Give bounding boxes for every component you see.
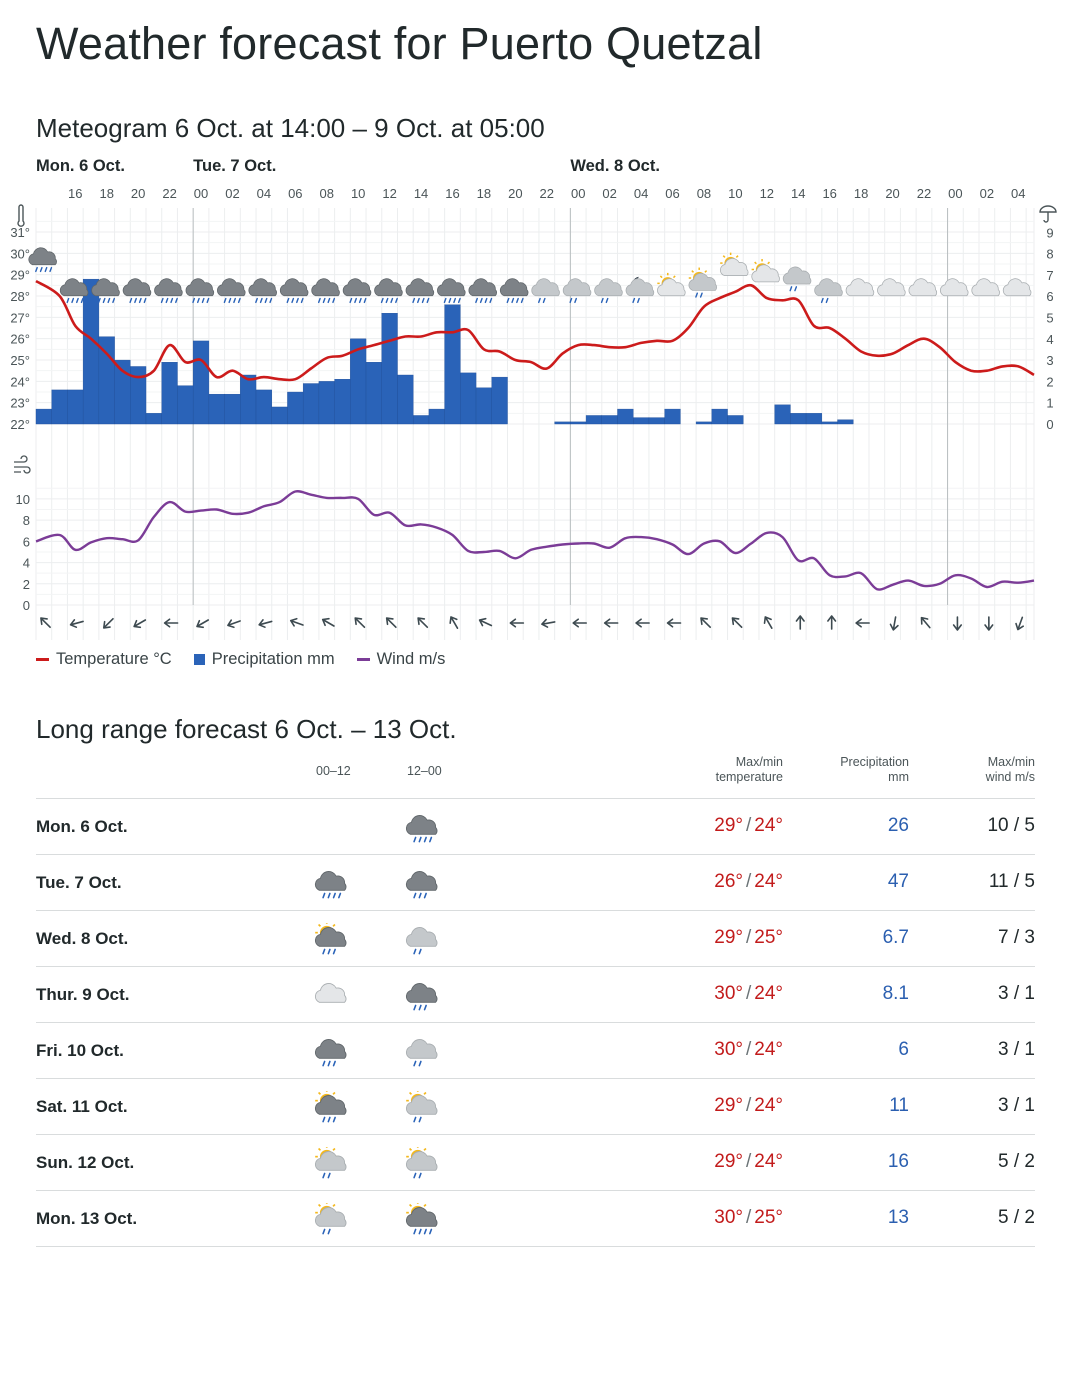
rain-heavy-icon [249,279,277,303]
row-precipitation: 11 [889,1095,909,1116]
precipitation-tick-label: 1 [1046,395,1054,411]
wind-arrow [954,617,962,630]
table-row [36,799,1035,855]
day-light-rain-icon [403,1091,443,1125]
header-temperature: Max/min temperature [715,755,783,784]
min-temperature: 24° [754,983,783,1004]
wind-arrow [478,617,493,629]
day-rain-icon [315,1091,346,1122]
wind-arrow [698,615,713,630]
header-period-1: 00–12 [316,764,351,778]
table-row [36,911,1035,967]
max-temperature: 29° [714,1151,743,1172]
header-precipitation: Precipitation mm [840,755,909,784]
temperature-separator: / [745,815,752,836]
precipitation-swatch [194,654,205,665]
row-precipitation: 47 [887,871,909,892]
row-precipitation: 6.7 [882,927,909,948]
min-temperature: 24° [754,1039,783,1060]
row-precipitation: 13 [887,1207,909,1228]
long-range-table [36,755,1035,1247]
rain-heavy-icon [123,279,151,303]
min-temperature: 24° [754,871,783,892]
rain-icon [403,979,443,1013]
temperature-tick-label: 27° [10,310,30,326]
temperature-separator: / [745,983,752,1004]
precipitation-bar [570,422,586,424]
precipitation-tick-label: 6 [1046,289,1054,305]
partly-cloudy-night-icon [909,279,937,296]
precipitation-bar [586,415,602,424]
wind-tick-label: 4 [22,555,30,571]
day-light-rain-icon [312,1147,352,1181]
min-temperature: 24° [754,1095,783,1116]
rain-heavy-icon [406,815,437,841]
min-temperature: 24° [754,815,783,836]
wind-tick-label: 2 [22,576,30,592]
day-label: Mon. 6 Oct. [36,157,125,175]
day-rain-heavy-icon [403,1203,443,1237]
row-temperature [714,927,783,949]
wind-arrow [289,617,304,629]
hour-label: 12 [759,186,775,201]
wind-arrow [101,616,116,631]
precipitation-tick-label: 5 [1046,310,1054,326]
precipitation-bar [366,362,382,424]
night-light-rain-icon [626,277,654,303]
hour-label: 06 [288,186,303,201]
rain-heavy-icon [186,279,214,303]
cloud-icon [1003,279,1031,296]
wind-arrow [762,615,775,630]
wind-swatch [357,658,370,661]
partly-cloudy-night-icon [877,279,905,296]
day-label: Wed. 8 Oct. [570,157,660,175]
hour-label: 18 [99,186,114,201]
wind-arrow [985,617,993,630]
wind-arrow [856,619,869,627]
wind-arrow [448,615,461,630]
row-day: Sun. 12 Oct. [36,1153,135,1172]
precipitation-bar [146,413,162,424]
row-wind: 10 / 5 [987,815,1035,836]
rain-heavy-icon [403,811,443,845]
precipitation-bar [445,305,461,424]
meteogram-legend [36,650,445,669]
precipitation-tick-label: 2 [1046,374,1054,390]
precipitation-bar [806,413,822,424]
max-temperature: 30° [714,983,743,1004]
precipitation-bar [335,379,351,424]
precipitation-bar [287,392,303,424]
rain-icon [403,867,443,901]
precipitation-bar [649,418,665,424]
table-row [36,967,1035,1023]
legend-precipitation [194,650,335,669]
wind-arrow [132,617,147,630]
temperature-tick-label: 29° [10,267,30,283]
precipitation-bar [602,415,618,424]
hour-label: 08 [319,186,334,201]
wind-arrow [541,618,555,628]
light-rain-icon [783,267,811,291]
table-row [36,1135,1035,1191]
row-temperature [714,1095,783,1117]
empty-icon [312,811,352,845]
wind-arrow [195,617,210,630]
legend-temperature-label: Temperature °C [56,650,172,668]
wind-arrow [38,615,53,630]
precipitation-bar [665,409,681,424]
hour-label: 00 [948,186,963,201]
precipitation-tick-label: 8 [1046,246,1054,262]
wind-tick-label: 10 [15,491,30,507]
wind-arrow [227,617,242,629]
rain-heavy-icon [343,279,371,303]
precipitation-bar [460,373,476,424]
light-rain-icon [532,279,560,303]
hour-label: 00 [193,186,209,201]
temperature-tick-label: 28° [10,289,30,304]
temperature-tick-label: 26° [10,331,30,347]
cloud-icon [312,979,352,1013]
row-temperature [714,1207,783,1229]
min-temperature: 24° [754,1151,783,1172]
temperature-separator: / [745,1207,752,1228]
row-day: Fri. 10 Oct. [36,1041,124,1060]
hour-label: 22 [162,186,177,201]
min-temperature: 25° [754,927,783,948]
precipitation-bar [193,341,209,424]
wind-arrow [353,615,368,630]
temperature-swatch [36,658,49,661]
legend-wind [357,650,446,669]
day-light-rain-icon [689,268,717,297]
max-temperature: 30° [714,1207,743,1228]
precipitation-bar [633,418,649,424]
rain-icon [406,983,437,1009]
temperature-tick-label: 31° [10,225,30,240]
row-precipitation: 8.1 [882,983,909,1004]
light-rain-icon [815,279,843,303]
max-temperature: 29° [714,815,743,836]
precipitation-bar [413,415,429,424]
max-temperature: 29° [714,1095,743,1116]
rain-icon [312,1035,352,1069]
precipitation-bar [382,313,398,424]
rain-heavy-icon [315,871,346,897]
rain-heavy-icon [217,279,245,303]
precipitation-bar [177,386,193,424]
day-light-rain-icon [315,1203,346,1234]
precipitation-bar [822,422,838,424]
precipitation-bar [618,409,634,424]
hour-label: 22 [539,186,555,201]
hour-label: 14 [413,186,429,201]
precipitation-bar [83,279,99,424]
light-rain-icon [403,923,443,957]
precipitation-tick-label: 0 [1046,417,1054,432]
row-precipitation: 16 [887,1151,909,1172]
day-light-rain-icon [406,1147,437,1178]
wind-arrow [890,616,900,630]
temperature-tick-label: 23° [10,395,30,411]
wind-tick-label: 0 [22,598,30,613]
wind-arrow [573,619,586,627]
precipitation-bar [256,390,272,424]
hour-label: 20 [130,186,146,201]
row-wind: 5 / 2 [998,1151,1035,1172]
hour-label: 18 [476,186,492,201]
meteogram-chart [0,150,1080,645]
precipitation-bar [162,362,178,424]
precipitation-bar [67,390,83,424]
row-precipitation: 26 [887,815,909,836]
temperature-tick-label: 24° [10,374,30,390]
precipitation-bar [728,415,744,424]
temperature-separator: / [745,1039,752,1060]
rain-heavy-icon [312,867,352,901]
thermometer-icon [18,205,24,226]
cloud-icon [940,279,968,296]
wind-arrow [919,615,933,630]
max-temperature: 30° [714,1039,743,1060]
cloud-icon [972,279,1000,296]
max-temperature: 29° [714,927,743,948]
wind-arrow [70,618,85,629]
temperature-separator: / [745,1151,752,1172]
partly-cloudy-day-icon [657,273,685,296]
header-period-2: 12–00 [407,764,442,778]
meteogram-title: Meteogram 6 Oct. at 14:00 – 9 Oct. at 05:00 [36,113,545,143]
day-rain-heavy-icon [406,1203,437,1234]
day-light-rain-icon [406,1091,437,1122]
wind-icon [14,456,30,473]
wind-arrow [384,615,399,630]
precipitation-bar [838,420,854,424]
temperature-separator: / [745,1095,752,1116]
precipitation-bar [476,388,492,424]
precipitation-bar [225,394,241,424]
precipitation-bar [696,422,712,424]
rain-heavy-icon [406,279,434,303]
precipitation-bar [240,375,256,424]
table-row [36,1191,1035,1247]
precipitation-bar [272,407,288,424]
row-temperature [714,815,783,837]
hour-label: 02 [225,186,240,201]
hour-label: 00 [570,186,586,201]
rain-icon [315,1039,346,1065]
legend-temperature [36,650,172,669]
wind-tick-label: 6 [22,534,30,550]
precipitation-tick-label: 4 [1046,331,1054,347]
wind-arrow [796,616,804,629]
cloud-icon [315,983,346,1002]
precipitation-bar [492,377,508,424]
hour-label: 20 [885,186,900,201]
precipitation-bar [429,409,445,424]
precipitation-tick-label: 7 [1046,267,1054,283]
row-wind: 11 / 5 [988,871,1035,892]
temperature-separator: / [745,927,752,948]
wind-arrow [730,615,745,630]
row-wind: 3 / 1 [998,1039,1035,1060]
day-rain-icon [315,923,346,954]
hour-label: 10 [728,186,743,201]
row-day: Mon. 6 Oct. [36,817,128,836]
day-light-rain-icon [315,1147,346,1178]
row-temperature [714,1151,783,1173]
precipitation-bar [397,375,413,424]
wind-arrow [605,619,618,627]
light-rain-icon [563,279,591,303]
row-temperature [714,983,783,1005]
temperature-tick-label: 25° [10,353,30,368]
cloud-icon [846,279,874,296]
long-range-title: Long range forecast 6 Oct. – 13 Oct. [36,714,457,744]
row-wind: 5 / 2 [998,1207,1035,1228]
day-light-rain-icon [312,1203,352,1237]
precipitation-bar [555,422,571,424]
day-rain-icon [312,1091,352,1125]
row-day: Tue. 7 Oct. [36,873,122,892]
row-day: Thur. 9 Oct. [36,985,130,1004]
temperature-tick-label: 22° [10,417,30,432]
hour-label: 02 [602,186,617,201]
table-body [36,799,1035,1247]
hour-label: 08 [696,186,712,201]
light-rain-icon [406,1039,437,1065]
row-wind: 7 / 3 [998,927,1035,948]
temperature-separator: / [745,871,752,892]
hour-label: 20 [508,186,523,201]
precipitation-bar [790,413,806,424]
hour-label: 04 [633,186,649,201]
table-row [36,855,1035,911]
table-header [36,755,1035,799]
wind-arrow [1014,616,1026,631]
wind-arrow [165,619,178,627]
rain-icon [406,871,437,897]
precipitation-tick-label: 9 [1046,225,1054,241]
day-light-rain-icon [403,1147,443,1181]
rain-heavy-icon [155,279,183,303]
hour-label: 06 [665,186,680,201]
precipitation-bar [775,405,791,424]
row-temperature [714,871,783,893]
day-rain-icon [312,923,352,957]
light-rain-icon [595,279,623,303]
row-wind: 3 / 1 [998,1095,1035,1116]
rain-heavy-icon [469,279,497,303]
table-row [36,1079,1035,1135]
row-precipitation: 6 [898,1039,909,1060]
legend-wind-label: Wind m/s [376,650,446,668]
wind-arrow [828,616,836,629]
precipitation-bar [319,381,335,424]
precipitation-bar [303,384,319,424]
rain-heavy-icon [29,248,57,272]
wind-arrow [258,618,273,629]
wind-arrow [668,619,681,627]
wind-arrow [321,616,336,629]
precipitation-bar [209,394,225,424]
light-rain-icon [406,927,437,953]
hour-label: 18 [853,186,869,201]
row-day: Sat. 11 Oct. [36,1097,128,1116]
table-row [36,1023,1035,1079]
row-day: Wed. 8 Oct. [36,929,129,948]
hour-label: 02 [979,186,995,201]
wind-arrow [636,619,649,627]
hour-label: 16 [68,186,83,201]
hour-label: 10 [350,186,366,201]
hour-label: 16 [822,186,837,201]
rain-heavy-icon [437,279,465,303]
row-day: Mon. 13 Oct. [36,1209,138,1228]
hour-label: 04 [1011,186,1026,201]
hour-label: 12 [382,186,397,201]
rain-heavy-icon [312,279,340,303]
row-wind: 3 / 1 [998,983,1035,1004]
umbrella-icon [1040,206,1056,222]
hour-label: 14 [791,186,806,201]
wind-arrows [38,615,1026,631]
max-temperature: 26° [714,871,743,892]
rain-heavy-icon [375,279,403,303]
page-title: Weather forecast for Puerto Quetzal [36,18,763,69]
precipitation-tick-label: 3 [1046,353,1054,369]
wind-tick-label: 8 [22,513,30,529]
temperature-tick-label: 30° [10,246,30,262]
hour-label: 22 [916,186,932,201]
day-label: Tue. 7 Oct. [193,157,277,175]
hour-label: 16 [445,186,460,201]
legend-precipitation-label: Precipitation mm [211,650,335,668]
row-temperature [714,1039,783,1061]
light-rain-icon [403,1035,443,1069]
header-wind: Max/min wind m/s [985,755,1035,784]
min-temperature: 25° [754,1207,783,1228]
precipitation-bar [712,409,728,424]
hour-label: 04 [256,186,272,201]
precipitation-bar [52,390,68,424]
partly-cloudy-day-icon [752,259,780,282]
wind-arrow [415,615,430,630]
wind-arrow [510,619,523,627]
precipitation-bar [36,409,52,424]
rain-heavy-icon [280,279,308,303]
rain-heavy-icon [500,279,528,303]
